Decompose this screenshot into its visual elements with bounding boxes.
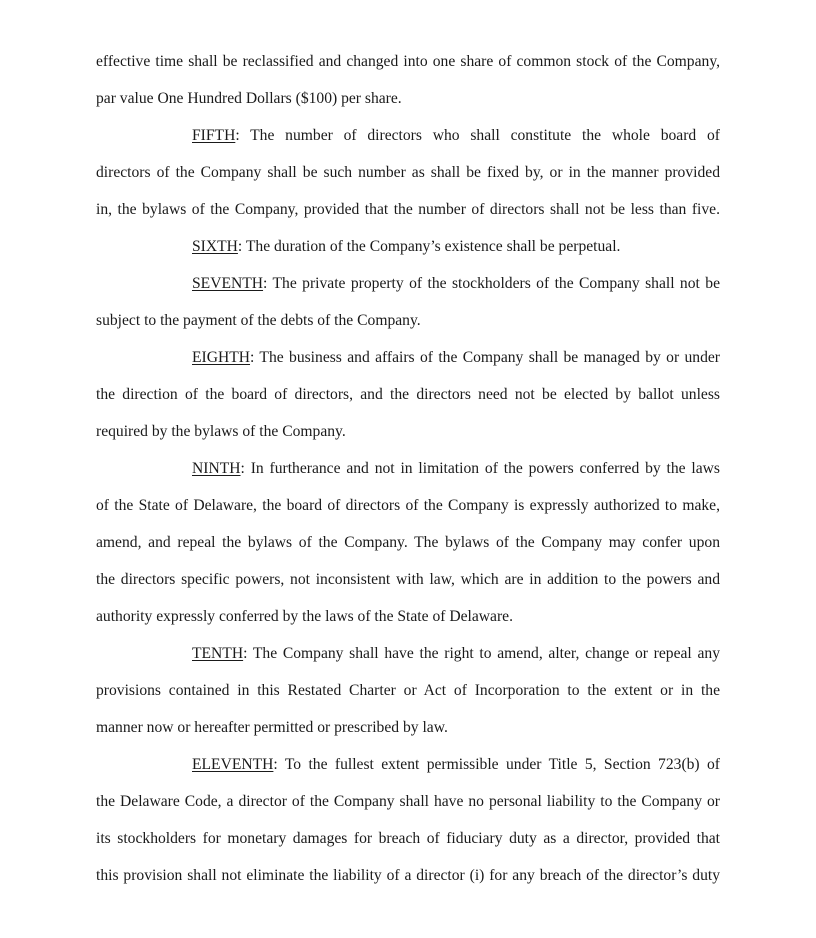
text-line: provisions contained in this Restated Charter or Act of Incorporation to the extent or in the: [96, 682, 720, 699]
article-heading-eleventh: ELEVENTH: [192, 756, 274, 773]
text-line: in, the bylaws of the Company, provided that the number of directors shall not be less than five.: [96, 201, 720, 218]
article-text: : To the fullest extent permissible under Title 5, Section 723(b) of: [273, 756, 720, 773]
article-sixth-line: [192, 237, 720, 257]
text-line: the direction of the board of directors, and the directors need not be elected by ballot unless: [96, 386, 720, 403]
article-text: : The duration of the Company’s existence shall be perpetual.: [237, 238, 621, 255]
text-line: authority expressly conferred by the laws of the State of Delaware.: [96, 608, 513, 625]
article-tenth-line: [192, 644, 720, 664]
text-line: this provision shall not eliminate the liability of a director (i) for any breach of the director’s duty: [96, 867, 720, 884]
article-text: : In furtherance and not in limitation of the powers conferred by the laws: [240, 460, 720, 477]
text-line: directors of the Company shall be such number as shall be fixed by, or in the manner provided: [96, 164, 720, 181]
article-heading-seventh: SEVENTH: [192, 275, 264, 292]
article-heading-ninth: NINTH: [192, 460, 241, 477]
article-text: : The business and affairs of the Company shall be managed by or under: [250, 349, 720, 366]
article-fifth-line: [192, 126, 720, 146]
text-line: the Delaware Code, a director of the Company shall have no personal liability to the Company or: [96, 793, 720, 810]
article-heading-fifth: FIFTH: [192, 127, 236, 144]
text-line: manner now or hereafter permitted or prescribed by law.: [96, 719, 448, 736]
article-text: : The private property of the stockholders of the Company shall not be: [263, 275, 720, 292]
article-seventh-line: [192, 274, 720, 294]
article-text: : The Company shall have the right to amend, alter, change or repeal any: [243, 645, 720, 662]
article-heading-eighth: EIGHTH: [192, 349, 251, 366]
text-line: the directors specific powers, not inconsistent with law, which are in addition to the powers and: [96, 571, 720, 588]
text-line: effective time shall be reclassified and changed into one share of common stock of the Company,: [96, 53, 720, 70]
article-eleventh-line: [192, 755, 720, 775]
article-heading-sixth: SIXTH: [192, 238, 238, 255]
text-line: subject to the payment of the debts of the Company.: [96, 312, 421, 329]
article-eighth-line: [192, 348, 720, 368]
text-line: amend, and repeal the bylaws of the Company. The bylaws of the Company may confer upon: [96, 534, 720, 551]
article-text: : The number of directors who shall constitute the whole board of: [235, 127, 720, 144]
text-line: par value One Hundred Dollars ($100) per share.: [96, 90, 402, 107]
text-line: of the State of Delaware, the board of directors of the Company is expressly authorized to make,: [96, 497, 720, 514]
text-line: required by the bylaws of the Company.: [96, 423, 346, 440]
text-line: its stockholders for monetary damages for breach of fiduciary duty as a director, provided that: [96, 830, 720, 847]
article-heading-tenth: TENTH: [192, 645, 244, 662]
article-ninth-line: [192, 459, 720, 479]
